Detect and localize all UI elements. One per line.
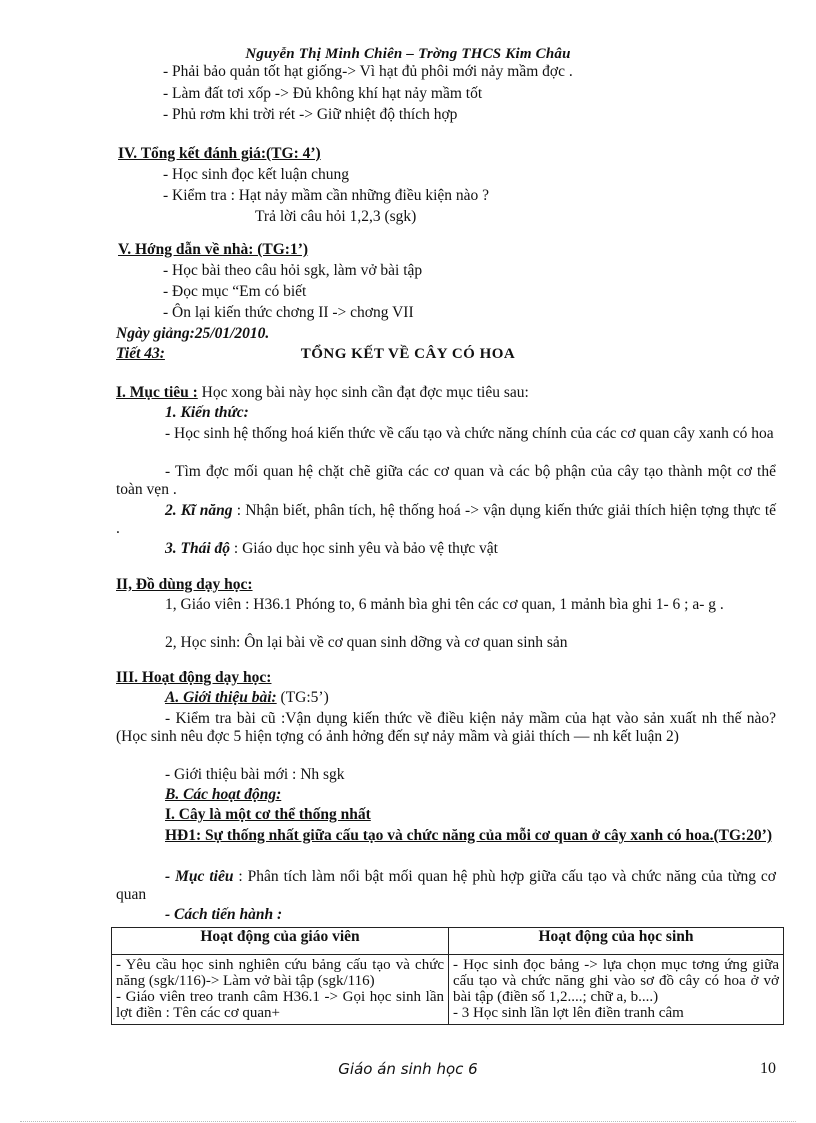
section-heading: III. Hoạt động dạy học:: [116, 669, 272, 686]
goal-paragraph: [116, 868, 776, 904]
paragraph: - Học sinh hệ thống hoá kiến thức về cấu tạo và chức năng chính của các cơ quan cây xanh có hoa: [165, 425, 774, 442]
text-line: : Nhận biết, phân tích, hệ thống hoá -> vận dụng kiến thức giải thích hiện tợng thực tế .: [116, 502, 777, 537]
page-divider: [20, 1121, 796, 1122]
column-header-teacher: Hoạt động của giáo viên: [112, 928, 449, 955]
text-line: - Kiểm tra : Hạt nảy mầm cần những điều kiện nào ?: [163, 187, 490, 204]
text-line: - Giới thiệu bài mới : Nh sgk: [165, 766, 345, 783]
subheading: 3. Thái độ: [165, 540, 231, 557]
section-heading: IV. Tổng kết đánh giá:(TG: 4’): [118, 145, 321, 162]
text-line: 2, Học sinh: Ôn lại bài về cơ quan sinh dỡng và cơ quan sinh sản: [165, 634, 568, 651]
text-line: : Giáo dục học sinh yêu và bảo vệ thực vật: [230, 540, 498, 557]
text-line: - Đọc mục “Em có biết: [163, 283, 307, 300]
table-cell-student: [449, 955, 784, 1025]
lesson-date: Ngày giảng:25/01/2010.: [116, 325, 270, 342]
text-line: Trả lời câu hỏi 1,2,3 (sgk): [255, 208, 417, 225]
subheading: 1. Kiến thức:: [165, 404, 249, 421]
paragraph: - Kiểm tra bài cũ :Vận dụng kiến thức về điều kiện nảy mầm của hạt vào sản xuất nh thế nào? (Học sinh nêu đợc 5 hiện tợng có ảnh hởng đến sự nảy mầm và giải thích — nh kết luận 2): [116, 710, 776, 745]
subheading: B. Các hoạt động:: [165, 786, 282, 803]
skill-paragraph: [116, 502, 776, 538]
subheading: A. Giới thiệu bài:: [165, 689, 277, 706]
text-line: (TG:5’): [276, 689, 329, 706]
text-line: - Học bài theo câu hỏi sgk, làm vở bài tập: [163, 262, 423, 279]
text-line: - Ôn lại kiến thức chơng II -> chơng VII: [163, 304, 414, 321]
subheading: - Cách tiến hành :: [165, 906, 283, 923]
text-line: - Làm đất tơi xốp -> Đủ không khí hạt nảy mầm tốt: [163, 85, 483, 102]
text-line: Học xong bài này học sinh cần đạt đợc mục tiêu sau:: [197, 384, 529, 401]
table-header-row: [112, 928, 784, 955]
section-heading: V. Hớng dẫn về nhà: (TG:1’): [118, 241, 309, 258]
part-heading: I. Cây là một cơ thể thống nhất: [165, 806, 371, 823]
cell-paragraph: - Giáo viên treo tranh câm H36.1 -> Gọi học sinh lần lợt điền : Tên các cơ quan+: [116, 989, 444, 1021]
objectives-line: [116, 384, 529, 402]
lesson-title: TỔNG KẾT VỀ CÂY CÓ HOA: [300, 346, 516, 362]
attitude-line: [165, 540, 498, 558]
cell-paragraph: - 3 Học sinh lần lợt lên điền tranh câm: [453, 1005, 684, 1021]
cell-paragraph: - Yêu cầu học sinh nghiên cứu bảng cấu tạo và chức năng (sgk/116)-> Làm vở bài tập (sgk/116): [116, 957, 444, 989]
section-heading: I. Mục tiêu :: [116, 384, 198, 401]
footer-title: Giáo án sinh học 6: [338, 1060, 478, 1078]
activity-heading: HĐ1: Sự thống nhất giữa cấu tạo và chức năng của mỗi cơ quan ở cây xanh có hoa.(TG:20’): [165, 827, 772, 844]
table-cell-teacher: [112, 955, 449, 1025]
table-row: [112, 955, 784, 1025]
lesson-period: Tiết 43:: [116, 345, 165, 362]
column-header-student: Hoạt động của học sinh: [449, 928, 784, 955]
text-line: - Học sinh đọc kết luận chung: [163, 166, 349, 183]
activities-table: [111, 927, 784, 1025]
text-line: : Phân tích làm nổi bật mối quan hệ phù hợp giữa cấu tạo và chức năng của từng cơ quan: [116, 868, 776, 903]
subheading: 2. Kĩ năng: [165, 502, 233, 519]
paragraph: - Tìm đợc mối quan hệ chặt chẽ giữa các cơ quan và các bộ phận của cây tạo thành một cơ thể toàn vẹn .: [116, 463, 776, 498]
text-line: - Phủ rơm khi trời rét -> Giữ nhiệt độ thích hợp: [163, 106, 458, 123]
text-line: - Phải bảo quản tốt hạt giống-> Vì hạt đủ phôi mới nảy mầm đợc .: [163, 63, 573, 80]
page-header: Nguyễn Thị Minh Chiên – Trờng THCS Kim Châu: [245, 46, 571, 62]
cell-paragraph: - Học sinh đọc bảng -> lựa chọn mục tơng ứng giữa cấu tạo và chức năng ghi vào sơ đồ cây có hoa ở vở bài tập (điền số 1,2....; chữ a, b....): [453, 957, 779, 1005]
intro-line: [165, 689, 329, 707]
paragraph: 1, Giáo viên : H36.1 Phóng to, 6 mảnh bìa ghi tên các cơ quan, 1 mảnh bìa ghi 1- 6 ; a- g .: [165, 596, 724, 613]
section-heading: II, Đồ dùng dạy học:: [116, 576, 253, 593]
page-number: 10: [760, 1060, 776, 1077]
subheading: - Mục tiêu: [165, 868, 234, 885]
